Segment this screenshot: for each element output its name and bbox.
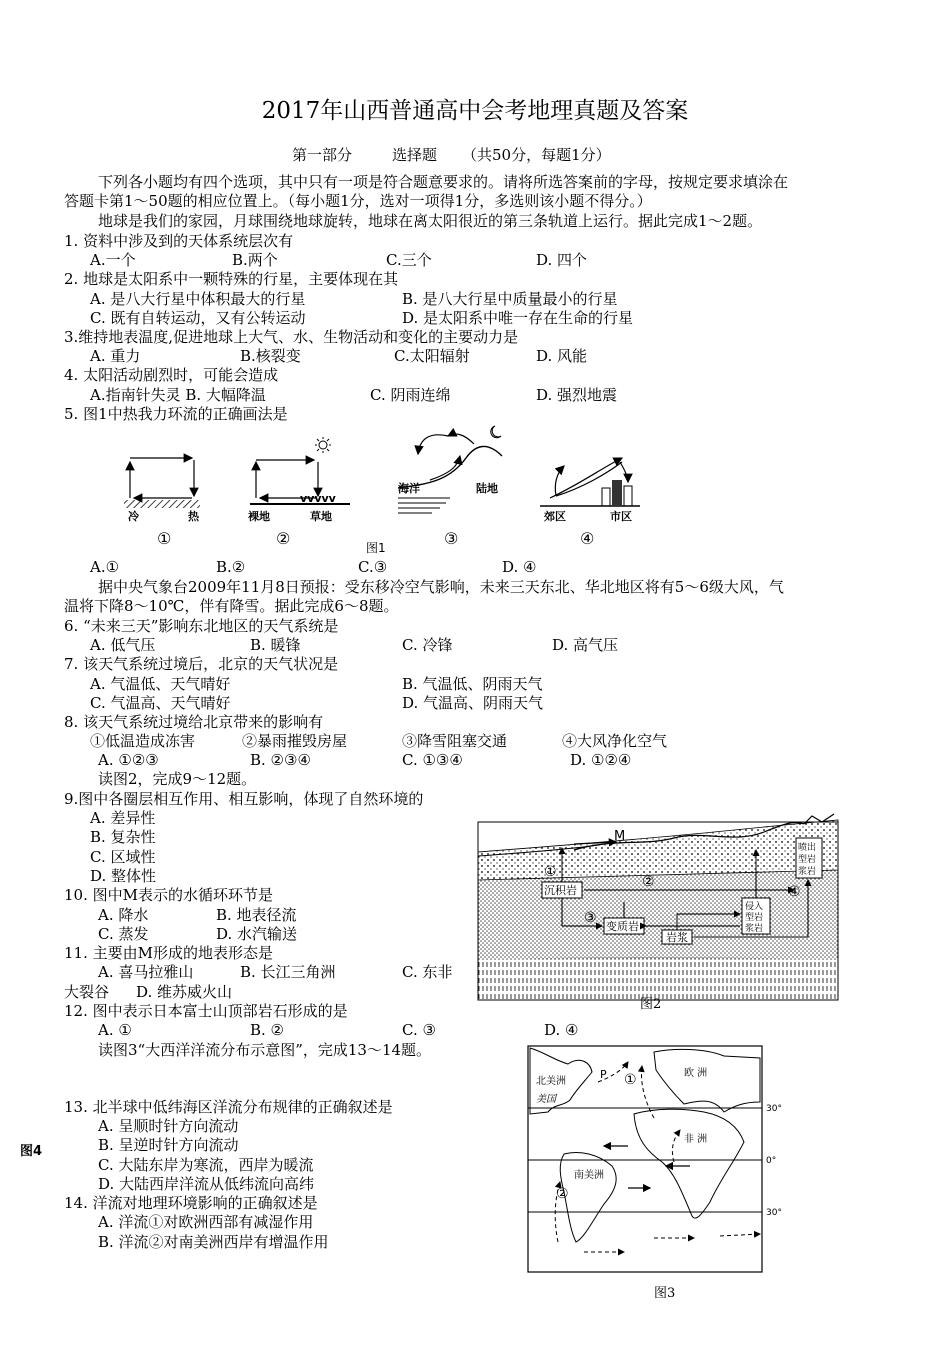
intro-1: 地球是我们的家园，月球围绕地球旋转，地球在离太阳很近的第三条轨道上运行。据此完成1～2题。 — [98, 212, 763, 230]
fig1-p4-label-suburb: 郊区 — [544, 510, 566, 523]
fig1-panel-4 — [540, 458, 640, 548]
q5-option-c: C.③ — [358, 558, 388, 576]
q2-stem: 2. 地球是太阳系中一颗特殊的行星，主要体现在其 — [64, 270, 399, 288]
q3-option-d: D. 风能 — [536, 347, 588, 365]
fig1-p3-label-ocean: 海洋 — [398, 482, 420, 495]
q9-option-d: D. 整体性 — [90, 867, 157, 885]
intro-2-line2: 温将下降8～10℃，伴有降雪。据此完成6～8题。 — [64, 597, 399, 615]
q10-option-b: B. 地表径流 — [216, 906, 297, 924]
fig2-intrusive-3: 浆岩 — [745, 924, 764, 934]
q4-option-ab: A.指南针失灵 B. 大幅降温 — [90, 386, 266, 404]
q12-option-d: D. ④ — [544, 1021, 579, 1039]
q6-option-b: B. 暖锋 — [250, 636, 301, 654]
q6-option-d: D. 高气压 — [552, 636, 619, 654]
q14-stem: 14. 洋流对地理环境影响的正确叙述是 — [64, 1194, 318, 1212]
q14-option-a: A. 洋流①对欧洲西部有减湿作用 — [98, 1213, 314, 1231]
q8-stem: 8. 该天气系统过境给北京带来的影响有 — [64, 713, 324, 731]
q1-option-a: A.一个 — [90, 251, 136, 269]
fig1-panel-1 — [124, 458, 200, 548]
fig3-num-2: ② — [556, 1186, 569, 1202]
q2-option-c: C. 既有自转运动，又有公转运动 — [90, 309, 306, 327]
moon-icon — [491, 426, 501, 438]
q1-stem: 1. 资料中涉及到的天体系统层次有 — [64, 232, 294, 250]
q4-stem: 4. 太阳活动剧烈时，可能会造成 — [64, 366, 279, 384]
fig1-num-2: ② — [276, 529, 291, 548]
q8-option-b: B. ②③④ — [250, 751, 311, 769]
q11-option-c: C. 东非 — [402, 963, 453, 981]
q13-stem: 13. 北半球中低纬海区洋流分布规律的正确叙述是 — [64, 1098, 393, 1116]
q12-option-c: C. ③ — [402, 1021, 436, 1039]
q2-option-b: B. 是八大行星中质量最小的行星 — [402, 290, 618, 308]
part-name: 第一部分 — [292, 146, 353, 164]
fig2-num-3: ③ — [584, 910, 597, 926]
q2-option-a: A. 是八大行星中体积最大的行星 — [90, 290, 306, 308]
figure-2 — [474, 810, 842, 1010]
q8-option-c: C. ①③④ — [402, 751, 463, 769]
fig2-num-2: ② — [642, 874, 655, 890]
part-type: 选择题 — [392, 146, 438, 164]
fig1-num-3: ③ — [444, 529, 459, 548]
fig3-usa: 美国 — [536, 1094, 556, 1105]
fig2-extrusive-3: 浆岩 — [798, 867, 817, 877]
fig1-num-4: ④ — [580, 529, 595, 548]
q6-option-c: C. 冷锋 — [402, 636, 453, 654]
fig1-caption: 图1 — [366, 541, 386, 555]
fig2-caption: 图2 — [640, 997, 662, 1012]
q9-option-c: C. 区域性 — [90, 848, 156, 866]
fig1-p1-label-hot: 热 — [188, 510, 199, 523]
fig1-p3-label-land: 陆地 — [476, 482, 498, 495]
fig2-intrusive-2: 型岩 — [745, 913, 764, 923]
q5-stem: 5. 图1中热我力环流的正确画法是 — [64, 405, 288, 423]
fig3-lat-30n: 30° — [766, 1104, 782, 1114]
fig2-magma: 岩浆 — [666, 931, 688, 944]
fig2-m-label: M — [614, 829, 626, 844]
q9-option-a: A. 差异性 — [90, 809, 156, 827]
fig1-p2-label-grass: 草地 — [310, 510, 332, 523]
q13-option-b: B. 呈逆时针方向流动 — [98, 1136, 239, 1154]
fig3-north-america: 北美洲 — [536, 1076, 566, 1087]
fig1-p1-label-cold: 冷 — [128, 510, 139, 523]
fig2-num-4: ④ — [788, 884, 801, 900]
figure-3 — [524, 1042, 798, 1278]
q8-item-3: ③降雪阻塞交通 — [402, 732, 508, 750]
fig3-num-1: ① — [624, 1072, 637, 1088]
fig1-panel-3 — [398, 426, 502, 548]
fig2-num-1: ① — [544, 864, 557, 880]
q13-option-a: A. 呈顺时针方向流动 — [98, 1117, 239, 1135]
q1-option-b: B.两个 — [232, 251, 278, 269]
q8-item-2: ②暴雨摧毁房屋 — [242, 732, 348, 750]
fig1-panel-2 — [248, 437, 350, 548]
q10-option-c: C. 蒸发 — [98, 925, 149, 943]
fig2-rock-sedimentary: 沉积岩 — [544, 884, 577, 897]
q7-option-d: D. 气温高、阴雨天气 — [402, 694, 544, 712]
fig1-p4-label-city: 市区 — [610, 510, 632, 523]
fig2-rock-metamorphic: 变质岩 — [606, 920, 639, 933]
q4-option-d: D. 强烈地震 — [536, 386, 618, 404]
q12-option-a: A. ① — [98, 1021, 132, 1039]
fig1-num-1: ① — [157, 529, 172, 548]
q7-option-a: A. 气温低、天气晴好 — [90, 675, 231, 693]
intro-3: 读图2，完成9～12题。 — [98, 770, 257, 788]
q5-option-b: B.② — [216, 558, 246, 576]
q6-stem: 6. “未来三天”影响东北地区的天气系统是 — [64, 617, 339, 635]
fig3-south-america: 南美洲 — [574, 1170, 604, 1181]
q10-option-d: D. 水汽输送 — [216, 925, 298, 943]
q5-option-d: D. ④ — [502, 558, 537, 576]
instruction-line1: 下列各小题均有四个选项，其中只有一项是符合题意要求的。请将所选答案前的字母，按规定要求填涂在 — [98, 173, 789, 191]
intro-4: 读图3“大西洋洋流分布示意图”，完成13～14题。 — [98, 1041, 432, 1059]
fig1-p2-label-bare: 裸地 — [248, 510, 270, 523]
q3-option-c: C.太阳辐射 — [394, 347, 470, 365]
q11-option-b: B. 长江三角洲 — [240, 963, 336, 981]
fig2-intrusive-1: 侵入 — [745, 902, 764, 912]
fig3-lat-0: 0° — [766, 1156, 777, 1166]
q7-stem: 7. 该天气系统过境后，北京的天气状况是 — [64, 655, 339, 673]
q9-option-b: B. 复杂性 — [90, 828, 156, 846]
part-score: （共50分，每题1分） — [462, 146, 611, 164]
intro-2-line1: 据中央气象台2009年11月8日预报：受东移冷空气影响，未来三天东北、华北地区将有5～6级大风，气 — [98, 578, 784, 596]
q8-item-1: ①低温造成冻害 — [90, 732, 196, 750]
q12-stem: 12. 图中表示日本富士山顶部岩石形成的是 — [64, 1002, 348, 1020]
q3-option-a: A. 重力 — [90, 347, 141, 365]
fig2-extrusive-1: 喷出 — [798, 843, 817, 853]
q8-item-4: ④大风净化空气 — [562, 732, 668, 750]
figure-1 — [110, 418, 650, 558]
instruction-line2: 答题卡第1～50题的相应位置上。（每小题1分，选对一项得1分，多选则该小题不得分。） — [64, 192, 652, 210]
q13-option-d: D. 大陆西岸洋流从低纬流向高纬 — [98, 1175, 315, 1193]
q11-stem: 11. 主要由M形成的地表形态是 — [64, 944, 273, 962]
q9-stem: 9.图中各圈层相互作用、相互影响，体现了自然环境的 — [64, 790, 424, 808]
grass-icon: vvvvv — [300, 492, 336, 505]
q1-option-d: D. 四个 — [536, 251, 588, 269]
fig2-extrusive-2: 型岩 — [798, 855, 817, 865]
q7-option-c: C. 气温高、天气晴好 — [90, 694, 231, 712]
sun-icon — [319, 441, 327, 449]
q8-option-d: D. ①②④ — [570, 751, 632, 769]
q7-option-b: B. 气温低、阴雨天气 — [402, 675, 543, 693]
fig3-point-p: P — [600, 1068, 607, 1081]
fig3-lat-30s: 30° — [766, 1208, 782, 1218]
q13-option-c: C. 大陆东岸为寒流，西岸为暖流 — [98, 1156, 314, 1174]
fig3-caption: 图3 — [654, 1286, 676, 1301]
q4-option-c: C. 阴雨连绵 — [370, 386, 451, 404]
q3-option-b: B.核裂变 — [240, 347, 301, 365]
q8-option-a: A. ①②③ — [98, 751, 159, 769]
q6-option-a: A. 低气压 — [90, 636, 156, 654]
q10-option-a: A. 降水 — [98, 906, 149, 924]
q11-option-c-cont: 大裂谷 — [64, 983, 110, 1001]
fig3-europe: 欧 洲 — [684, 1068, 708, 1079]
fig3-africa: 非 洲 — [684, 1134, 708, 1145]
q11-option-d: D. 维苏威火山 — [136, 983, 233, 1001]
q11-option-a: A. 喜马拉雅山 — [98, 963, 194, 981]
q14-option-b: B. 洋流②对南美洲西岸有增温作用 — [98, 1233, 329, 1251]
side-label: 图4 — [20, 1144, 43, 1159]
q5-option-a: A.① — [90, 558, 120, 576]
q3-stem: 3.维持地表温度,促进地球上大气、水、生物活动和变化的主要动力是 — [64, 328, 519, 346]
q12-option-b: B. ② — [250, 1021, 285, 1039]
page-title: 2017年山西普通高中会考地理真题及答案 — [261, 98, 689, 124]
q2-option-d: D. 是太阳系中唯一存在生命的行星 — [402, 309, 634, 327]
q10-stem: 10. 图中M表示的水循环环节是 — [64, 886, 273, 904]
q1-option-c: C.三个 — [386, 251, 432, 269]
